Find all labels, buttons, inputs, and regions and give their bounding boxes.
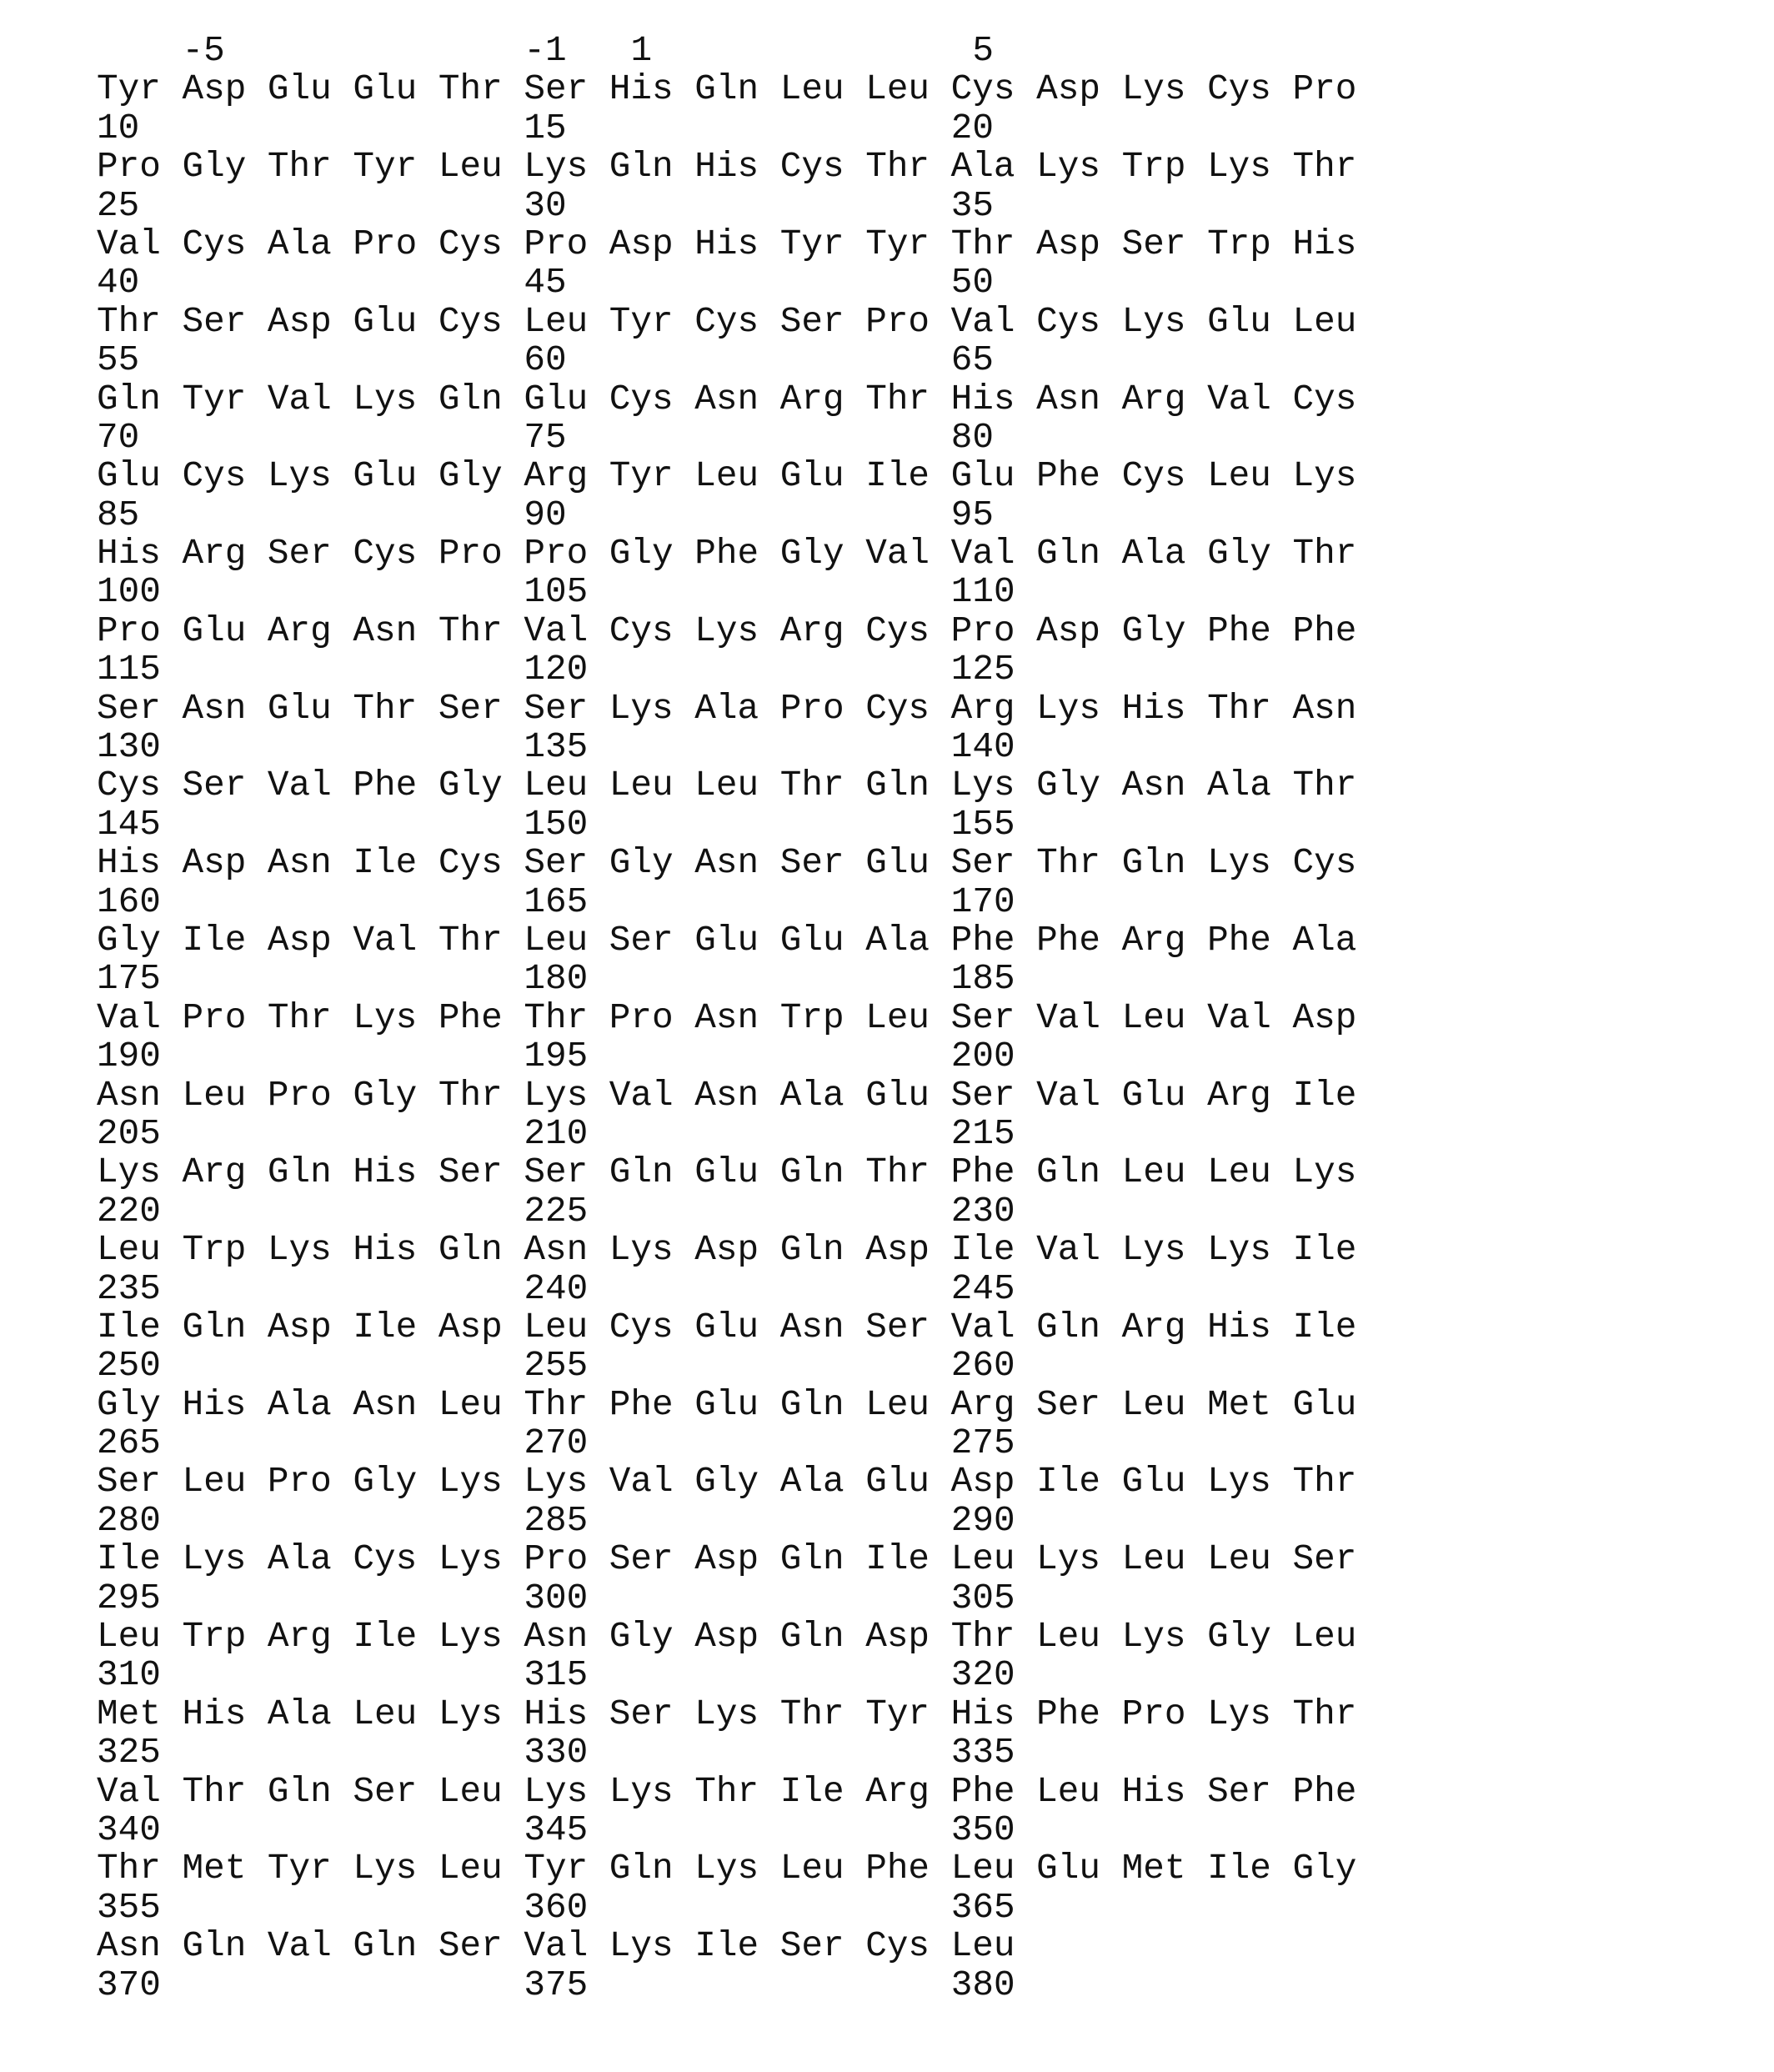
position-number: 35 (951, 187, 994, 225)
number-line (97, 187, 1356, 225)
position-number: 310 (97, 1656, 161, 1694)
position-number: 110 (951, 573, 1015, 611)
position-number: 350 (951, 1811, 1015, 1849)
position-number: 185 (951, 960, 1015, 998)
residue-line: Asn Gln Val Gln Ser Val Lys Ile Ser Cys Leu (97, 1927, 1356, 1965)
position-number: 270 (524, 1424, 588, 1462)
residue-line: Cys Ser Val Phe Gly Leu Leu Leu Thr Gln Lys Gly Asn Ala Thr (97, 766, 1356, 805)
position-number: 130 (97, 728, 161, 766)
position-number: 210 (524, 1115, 588, 1153)
number-line (97, 1889, 1356, 1927)
position-number: 115 (97, 650, 161, 689)
residue-line: Met His Ala Leu Lys His Ser Lys Thr Tyr His Phe Pro Lys Thr (97, 1695, 1356, 1733)
position-number: 25 (97, 187, 139, 225)
number-line (97, 883, 1356, 921)
position-number: 200 (951, 1037, 1015, 1076)
residue-line: Thr Ser Asp Glu Cys Leu Tyr Cys Ser Pro Val Cys Lys Glu Leu (97, 303, 1356, 341)
position-number: 335 (951, 1733, 1015, 1772)
position-number: 265 (97, 1424, 161, 1462)
residue-line: Gly His Ala Asn Leu Thr Phe Glu Gln Leu Arg Ser Leu Met Glu (97, 1386, 1356, 1424)
residue-line: Asn Leu Pro Gly Thr Lys Val Asn Ala Glu Ser Val Glu Arg Ile (97, 1076, 1356, 1115)
residue-line: Ile Lys Ala Cys Lys Pro Ser Asp Gln Ile Leu Lys Leu Leu Ser (97, 1540, 1356, 1578)
position-number: 1 (631, 32, 653, 70)
position-number: 60 (524, 341, 566, 379)
position-number: 50 (951, 263, 994, 302)
residue-line: Val Pro Thr Lys Phe Thr Pro Asn Trp Leu Ser Val Leu Val Asp (97, 999, 1356, 1037)
number-line (97, 1347, 1356, 1385)
position-number: 230 (951, 1192, 1015, 1231)
position-number: -1 (524, 32, 566, 70)
number-line (97, 1037, 1356, 1076)
residue-line: His Asp Asn Ile Cys Ser Gly Asn Ser Glu Ser Thr Gln Lys Cys (97, 844, 1356, 882)
position-number: 330 (524, 1733, 588, 1772)
position-number: 305 (951, 1579, 1015, 1618)
position-number: 205 (97, 1115, 161, 1153)
position-number: 345 (524, 1811, 588, 1849)
number-line (97, 1502, 1356, 1540)
position-number: 220 (97, 1192, 161, 1231)
sequence-listing (97, 32, 1356, 2004)
position-number: 225 (524, 1192, 588, 1231)
residue-line: Ser Asn Glu Thr Ser Ser Lys Ala Pro Cys Arg Lys His Thr Asn (97, 690, 1356, 728)
number-line (97, 1733, 1356, 1772)
position-number: 95 (951, 496, 994, 534)
position-number: 20 (951, 109, 994, 148)
residue-line: Pro Glu Arg Asn Thr Val Cys Lys Arg Cys Pro Asp Gly Phe Phe (97, 612, 1356, 650)
position-number: 340 (97, 1811, 161, 1849)
position-number: 290 (951, 1502, 1015, 1540)
number-line (97, 263, 1356, 302)
residue-line: Ser Leu Pro Gly Lys Lys Val Gly Ala Glu Asp Ile Glu Lys Thr (97, 1462, 1356, 1501)
residue-line: His Arg Ser Cys Pro Pro Gly Phe Gly Val Val Gln Ala Gly Thr (97, 534, 1356, 573)
position-number: 40 (97, 263, 139, 302)
number-line (97, 1966, 1356, 2004)
position-number: 80 (951, 419, 994, 457)
number-line (97, 419, 1356, 457)
position-number: 85 (97, 496, 139, 534)
residue-line: Gln Tyr Val Lys Gln Glu Cys Asn Arg Thr His Asn Arg Val Cys (97, 380, 1356, 419)
position-number: 155 (951, 805, 1015, 844)
residue-line: Gly Ile Asp Val Thr Leu Ser Glu Glu Ala Phe Phe Arg Phe Ala (97, 921, 1356, 960)
number-line (97, 960, 1356, 998)
position-number: 215 (951, 1115, 1015, 1153)
residue-line: Leu Trp Lys His Gln Asn Lys Asp Gln Asp Ile Val Lys Lys Ile (97, 1231, 1356, 1269)
position-number: 255 (524, 1347, 588, 1385)
position-number: 380 (951, 1966, 1015, 2004)
number-line (97, 805, 1356, 844)
position-number: 10 (97, 109, 139, 148)
header-number-line (97, 32, 1356, 70)
position-number: 100 (97, 573, 161, 611)
residue-line: Glu Cys Lys Glu Gly Arg Tyr Leu Glu Ile Glu Phe Cys Leu Lys (97, 457, 1356, 495)
position-number: 370 (97, 1966, 161, 2004)
position-number: 300 (524, 1579, 588, 1618)
position-number: 165 (524, 883, 588, 921)
number-line (97, 728, 1356, 766)
residue-line: Pro Gly Thr Tyr Leu Lys Gln His Cys Thr Ala Lys Trp Lys Thr (97, 148, 1356, 186)
position-number: 170 (951, 883, 1015, 921)
position-number: 105 (524, 573, 588, 611)
position-number: 285 (524, 1502, 588, 1540)
position-number: 150 (524, 805, 588, 844)
number-line (97, 1270, 1356, 1308)
position-number: 240 (524, 1270, 588, 1308)
position-number: 355 (97, 1889, 161, 1927)
number-line (97, 650, 1356, 689)
position-number: 15 (524, 109, 566, 148)
position-number: 245 (951, 1270, 1015, 1308)
position-number: 55 (97, 341, 139, 379)
position-number: 325 (97, 1733, 161, 1772)
residue-line: Lys Arg Gln His Ser Ser Gln Glu Gln Thr Phe Gln Leu Leu Lys (97, 1153, 1356, 1192)
position-number: 45 (524, 263, 566, 302)
number-line (97, 1192, 1356, 1231)
position-number: 195 (524, 1037, 588, 1076)
position-number: 275 (951, 1424, 1015, 1462)
position-number: 120 (524, 650, 588, 689)
position-number: 160 (97, 883, 161, 921)
number-line (97, 341, 1356, 379)
number-line (97, 1424, 1356, 1462)
position-number: 5 (972, 32, 994, 70)
number-line (97, 1811, 1356, 1849)
residue-line: Ile Gln Asp Ile Asp Leu Cys Glu Asn Ser Val Gln Arg His Ile (97, 1308, 1356, 1347)
position-number: 260 (951, 1347, 1015, 1385)
number-line (97, 1656, 1356, 1694)
position-number: 140 (951, 728, 1015, 766)
residue-line: Val Cys Ala Pro Cys Pro Asp His Tyr Tyr Thr Asp Ser Trp His (97, 225, 1356, 263)
position-number: 65 (951, 341, 994, 379)
position-number: 320 (951, 1656, 1015, 1694)
position-number: 250 (97, 1347, 161, 1385)
position-number: 360 (524, 1889, 588, 1927)
position-number: 315 (524, 1656, 588, 1694)
number-line (97, 573, 1356, 611)
position-number: 70 (97, 419, 139, 457)
position-number: 125 (951, 650, 1015, 689)
position-number: 295 (97, 1579, 161, 1618)
position-number: 30 (524, 187, 566, 225)
position-number: 365 (951, 1889, 1015, 1927)
position-number: 135 (524, 728, 588, 766)
residue-line: Tyr Asp Glu Glu Thr Ser His Gln Leu Leu Cys Asp Lys Cys Pro (97, 70, 1356, 108)
position-number: 145 (97, 805, 161, 844)
position-number: -5 (182, 32, 224, 70)
number-line (97, 1115, 1356, 1153)
position-number: 90 (524, 496, 566, 534)
position-number: 75 (524, 419, 566, 457)
position-number: 280 (97, 1502, 161, 1540)
position-number: 375 (524, 1966, 588, 2004)
number-line (97, 109, 1356, 148)
residue-line: Leu Trp Arg Ile Lys Asn Gly Asp Gln Asp Thr Leu Lys Gly Leu (97, 1618, 1356, 1656)
position-number: 175 (97, 960, 161, 998)
residue-line: Thr Met Tyr Lys Leu Tyr Gln Lys Leu Phe Leu Glu Met Ile Gly (97, 1849, 1356, 1888)
position-number: 190 (97, 1037, 161, 1076)
number-line (97, 1579, 1356, 1618)
residue-line: Val Thr Gln Ser Leu Lys Lys Thr Ile Arg Phe Leu His Ser Phe (97, 1773, 1356, 1811)
position-number: 180 (524, 960, 588, 998)
number-line (97, 496, 1356, 534)
position-number: 235 (97, 1270, 161, 1308)
